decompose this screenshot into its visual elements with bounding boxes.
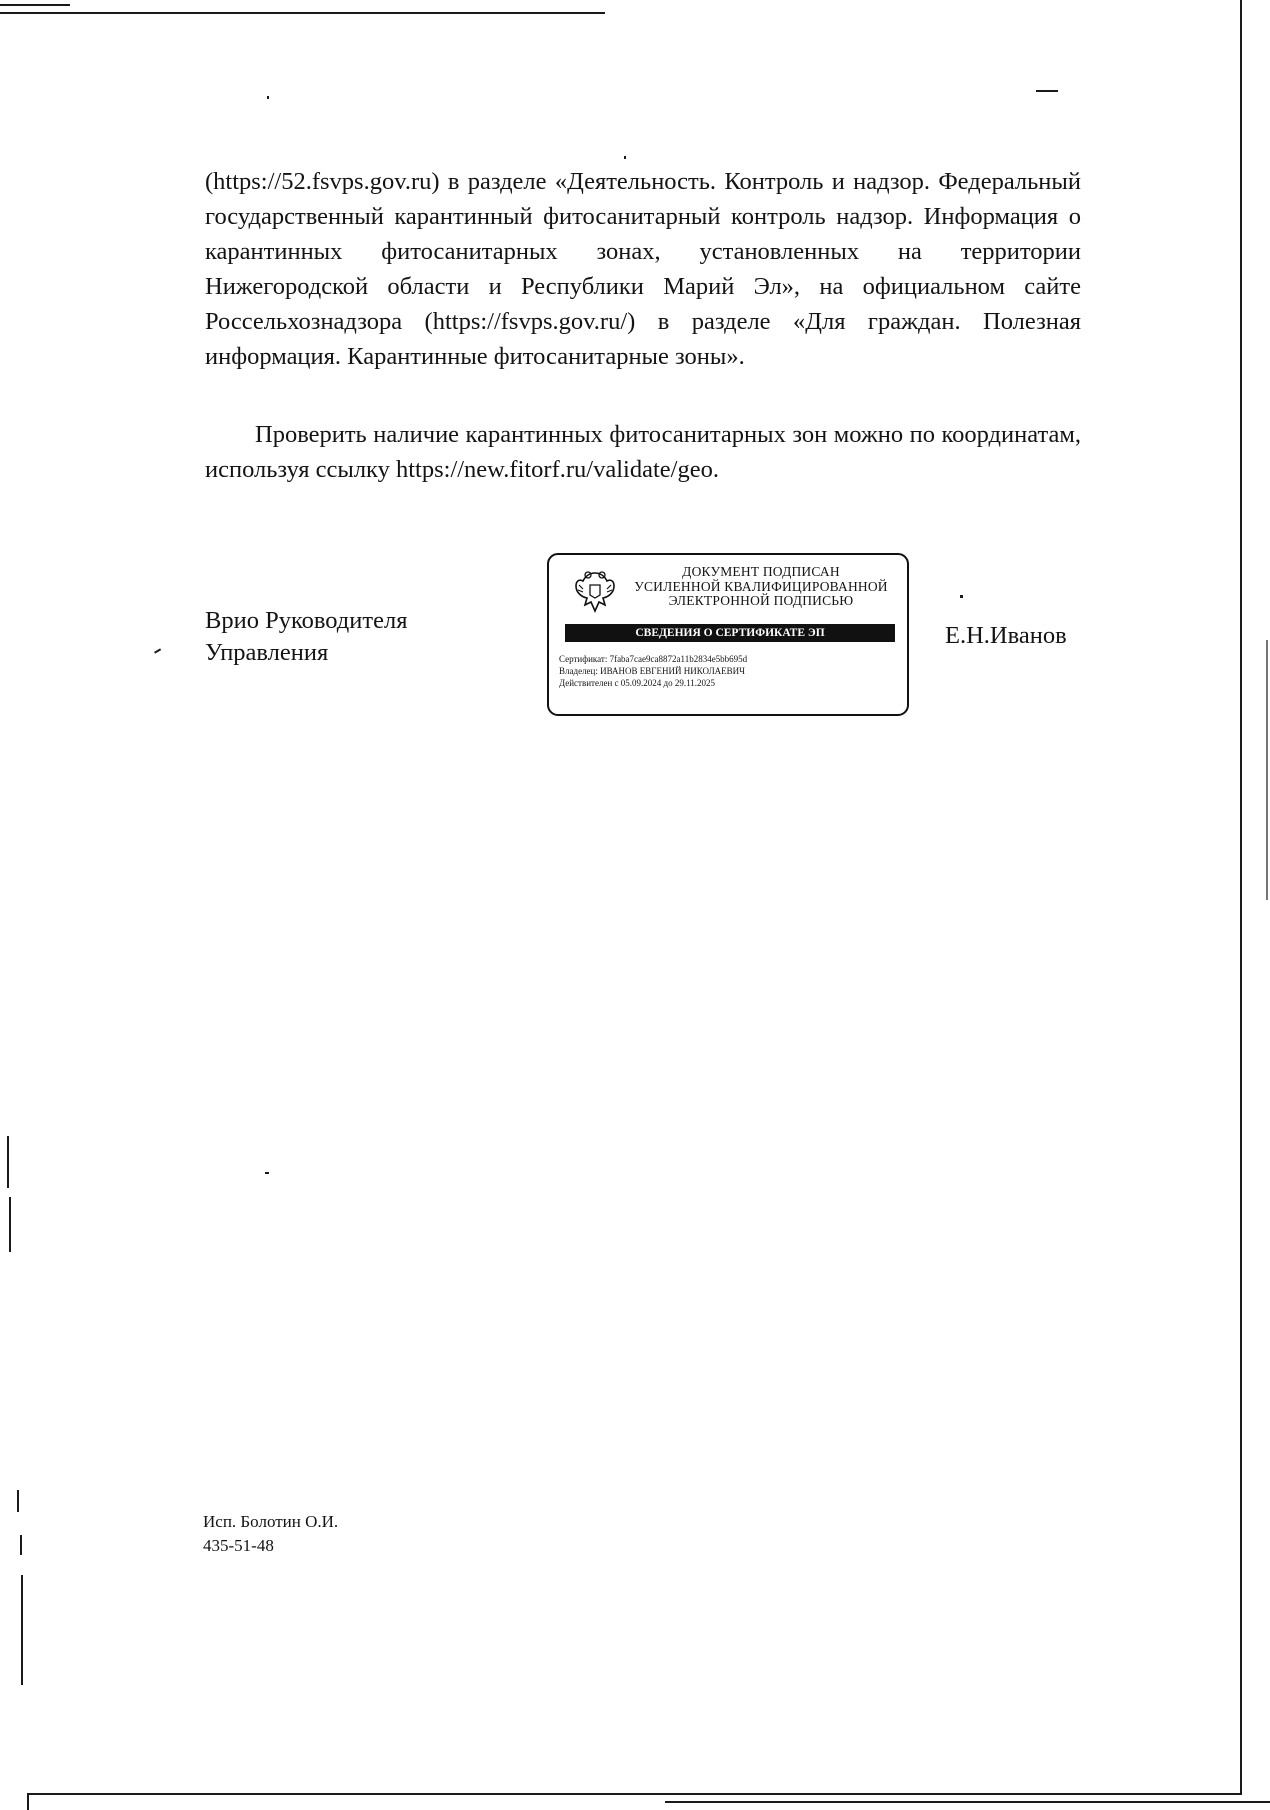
coat-of-arms-icon [573, 567, 617, 620]
scan-dot [960, 595, 963, 598]
scan-tick [154, 648, 161, 653]
body-paragraph-validation: Проверить наличие карантинных фитосанитарных зон можно по координатам, используя ссылку https://new.fitorf.ru/validate/geo. [205, 421, 1081, 483]
signer-position [205, 605, 407, 669]
scan-edge-left-upper [27, 1793, 29, 1810]
scan-edge-bottom [28, 1793, 1240, 1795]
scan-dot [267, 96, 269, 99]
stamp-certificate-owner: Владелец: ИВАНОВ ЕВГЕНИЙ НИКОЛАЕВИЧ [559, 666, 746, 676]
executor-phone: 435-51-48 [203, 1536, 274, 1555]
stamp-heading-line1: ДОКУМЕНТ ПОДПИСАН [682, 564, 840, 579]
scan-mark [17, 1490, 19, 1512]
scan-mark [20, 1535, 22, 1555]
scan-edge-right [1240, 0, 1242, 1795]
stamp-heading-line3: ЭЛЕКТРОННОЙ ПОДПИСЬЮ [668, 593, 854, 608]
signer-name: Е.Н.Иванов [945, 622, 1067, 649]
scan-edge-far-right [1266, 640, 1268, 900]
scan-mark [1036, 90, 1058, 92]
stamp-certificate-details [559, 653, 904, 689]
body-paragraph-links: (https://52.fsvps.gov.ru) в разделе «Деятельность. Контроль и надзор. Федеральный государственный карантинный фитосанитарный контроль надзор. Информация о карантинных фитосанитарных зонах, установленных на территории Нижегородской области и Республики Марий Эл», на официальном сайте Россельхознадзора (https://fsvps.gov.ru/) в разделе «Для граждан. Полезная информация. Карантинные фитосанитарные зоны». [205, 168, 1081, 370]
scan-edge-top-short [0, 4, 70, 6]
scan-dot [624, 156, 626, 159]
scan-edge-bottom-right [665, 1801, 1270, 1803]
signer-position-line2: Управления [205, 639, 329, 666]
scan-mark [7, 1136, 9, 1188]
stamp-certificate-bar: СВЕДЕНИЯ О СЕРТИФИКАТЕ ЭП [565, 624, 895, 642]
scan-edge-top [0, 12, 605, 14]
executor-name: Исп. Болотин О.И. [203, 1512, 339, 1531]
signer-position-line1: Врио Руководителя [205, 607, 408, 634]
stamp-heading [621, 565, 901, 609]
executor-info [203, 1510, 338, 1558]
stamp-certificate-number: Сертификат: 7fаba7cae9ca8872a11b2834e5bb695d [559, 654, 748, 664]
stamp-certificate-validity: Действителен с 05.09.2024 до 29.11.2025 [559, 678, 716, 688]
scan-mark [9, 1197, 11, 1252]
electronic-signature-stamp [547, 553, 909, 716]
scan-mark [21, 1575, 23, 1685]
scan-dot [265, 1172, 269, 1174]
stamp-heading-line2: УСИЛЕННОЙ КВАЛИФИЦИРОВАННОЙ [634, 578, 888, 594]
